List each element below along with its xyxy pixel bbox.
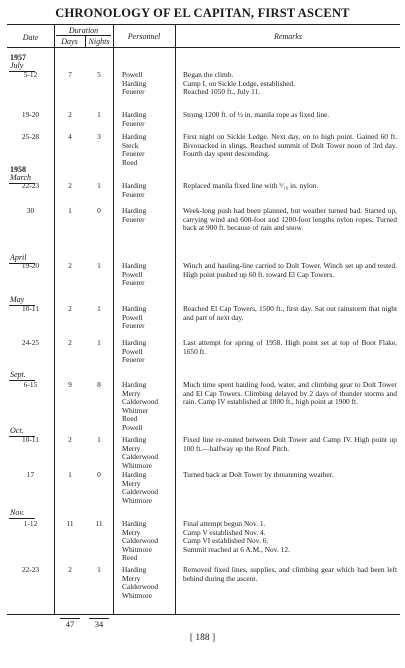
nights-cell: 1 [97, 110, 101, 119]
date-cell: 1-12 [23, 519, 38, 528]
personnel-cell: Harding Steck Feuerer Reed [122, 132, 147, 167]
header-duration: Duration [68, 26, 99, 35]
nights-cell: 1 [97, 304, 101, 313]
days-cell: 7 [68, 70, 72, 79]
nights-cell: 1 [97, 338, 101, 347]
month-label: May [10, 295, 25, 304]
date-cell: 17 [26, 470, 35, 479]
remarks-cell: Began the climb. Camp I, on Sickle Ledge, established. Reached 1050 ft., July 11. [183, 70, 296, 97]
duration-underline [56, 35, 111, 36]
personnel-cell: Harding Merry Calderwood Whitmer Reed Powell [122, 380, 159, 432]
remarks-cell: Week-long push had been planned, but weather turned bad. Started up, carrying wind and 600-foot and 1200-foot lengths nylon ropes. Turned back at 900 ft. because of rain and snow. [183, 206, 397, 233]
nights-cell: 0 [97, 206, 101, 215]
nights-cell: 3 [97, 132, 101, 141]
personnel-cell: Harding Powell Feuerer [122, 304, 147, 331]
days-cell: 9 [68, 380, 72, 389]
top-rule [7, 24, 400, 25]
year-label: 1958 [10, 165, 26, 174]
days-cell: 2 [68, 565, 72, 574]
personnel-cell: Harding Feuerer [122, 110, 147, 128]
header-nights: Nights [88, 37, 110, 46]
remarks-cell: Final attempt begun Nov. 1. Camp V established Nov. 4. Camp VI established Nov. 6. Summit reached at 6 A.M., Nov. 12. [183, 519, 290, 554]
month-label: Nov. [10, 508, 25, 517]
year-label: 1957 [10, 53, 26, 62]
days-cell: 11 [66, 519, 74, 528]
remarks-cell: Fixed line re-routed between Dolt Tower and Camp IV. High point up 100 ft.—halfway up the Roof Pitch. [183, 435, 397, 453]
nights-cell: 1 [97, 435, 101, 444]
date-cell: 30 [26, 206, 35, 215]
remarks-cell: Replaced manila fixed line with ⁵⁄₁₆ in. nylon. [183, 181, 319, 190]
month-label: Sept. [10, 370, 26, 379]
header-remarks: Remarks [274, 32, 302, 41]
remarks-cell: Winch and hauling-line carried to Dolt Tower. Winch set up and tested. High point pushed up 60 ft. toward El Cap Towers. [183, 261, 397, 279]
personnel-cell: Harding Merry Calderwood Whitmore [122, 565, 159, 600]
col-divider-duration [113, 24, 114, 614]
remarks-cell: Last attempt for spring of 1958. High point set at top of Boot Flake, 1650 ft. [183, 338, 397, 356]
nights-cell: 11 [95, 519, 103, 528]
month-label: July [10, 61, 24, 70]
date-cell: 10-11 [22, 304, 39, 313]
personnel-cell: Harding Merry Calderwood Whitmore Reed [122, 519, 159, 563]
date-cell: 25-28 [21, 132, 40, 141]
nights-cell: 0 [97, 470, 101, 479]
days-cell: 1 [68, 206, 72, 215]
month-label: Oct. [10, 426, 24, 435]
date-cell: 22-23 [21, 181, 40, 190]
personnel-cell: Harding Merry Calderwood Whitmore [122, 470, 159, 505]
total-days: 47 [65, 619, 75, 629]
remarks-cell: Turned back at Dolt Tower by threatening weather. [183, 470, 334, 479]
days-cell: 2 [68, 181, 72, 190]
date-cell: 22-23 [21, 565, 40, 574]
header-date: Date [22, 33, 39, 42]
days-cell: 2 [68, 261, 72, 270]
personnel-cell: Harding Merry Calderwood Whitmore [122, 435, 159, 470]
date-cell: 19-20 [21, 261, 40, 270]
date-cell: 5-12 [23, 70, 38, 79]
remarks-cell: First night on Sickle Ledge. Next day, on to high point. Gained 60 ft. Bivouacked in slings. Reached summit of Dolt Tower noon of 3rd day. Fourth day spent descending. [183, 132, 397, 159]
date-cell: 10-11 [22, 435, 39, 444]
days-cell: 4 [68, 132, 72, 141]
date-cell: 19-20 [21, 110, 40, 119]
nights-cell: 5 [97, 70, 101, 79]
month-label: April [10, 253, 27, 262]
header-personnel: Personnel [127, 32, 161, 41]
personnel-cell: Harding Powell Feuerer [122, 261, 147, 288]
days-cell: 2 [68, 304, 72, 313]
page-title: CHRONOLOGY OF EL CAPITAN, FIRST ASCENT [55, 6, 350, 20]
personnel-cell: Harding Powell Feuerer [122, 338, 147, 365]
nights-cell: 1 [97, 261, 101, 270]
remarks-cell: Strung 1200 ft. of ½ in. manila rope as fixed line. [183, 110, 330, 119]
nights-cell: 8 [97, 380, 101, 389]
days-cell: 2 [68, 338, 72, 347]
page-number: [ 188 ] [189, 633, 216, 643]
nights-cell: 1 [97, 565, 101, 574]
total-nights: 34 [94, 619, 104, 629]
month-label: March [10, 173, 32, 182]
personnel-cell: Harding Feuerer [122, 181, 147, 199]
days-cell: 1 [68, 470, 72, 479]
days-cell: 2 [68, 110, 72, 119]
col-divider-personnel [175, 24, 176, 614]
header-bottom-rule [7, 47, 400, 48]
bottom-rule [7, 614, 400, 615]
personnel-cell: Powell Harding Feuerer [122, 70, 147, 97]
date-cell: 24-25 [21, 338, 40, 347]
personnel-cell: Harding Feuerer [122, 206, 147, 224]
remarks-cell: Reached El Cap Towers, 1500 ft., first day. Sat out rainstorm that night and part of next day. [183, 304, 397, 322]
date-cell: 6-15 [23, 380, 38, 389]
days-cell: 2 [68, 435, 72, 444]
remarks-cell: Removed fixed lines, supplies, and climbing gear which had been left behind during the ascent. [183, 565, 397, 583]
nights-cell: 1 [97, 181, 101, 190]
remarks-cell: Much time spent hauling food, water, and climbing gear to Dolt Tower and El Cap Towers. Climbing delayed by 2 days of thunder storms and rain. Camp IV established at 1800 ft., high point at 1900 ft. [183, 380, 397, 407]
header-days: Days [61, 37, 78, 46]
